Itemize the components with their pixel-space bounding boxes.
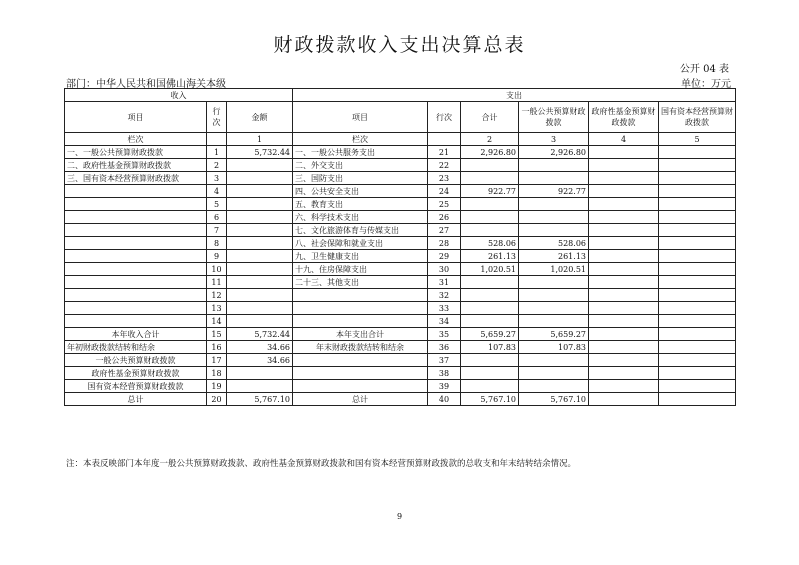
income-row-no-cell: 7 — [207, 224, 227, 237]
income-item-cell — [65, 250, 207, 263]
general-budget-cell — [519, 159, 589, 172]
income-amount-cell — [227, 289, 293, 302]
total-cell — [461, 380, 519, 393]
expense-row-no-cell: 27 — [428, 224, 461, 237]
table-row — [65, 263, 736, 276]
table-row — [65, 211, 736, 224]
expense-row-no-cell: 28 — [428, 237, 461, 250]
total-cell — [461, 302, 519, 315]
gov-fund-cell — [589, 315, 659, 328]
table-row — [65, 289, 736, 302]
income-amount-cell — [227, 159, 293, 172]
income-item-cell — [65, 289, 207, 302]
expense-item-cell: 六、科学技术支出 — [293, 211, 428, 224]
table-row — [65, 341, 736, 354]
income-amount-cell — [227, 380, 293, 393]
department-label: 部门：中华人民共和国佛山海关本级 — [66, 79, 226, 90]
expense-item-cell — [293, 354, 428, 367]
general-budget-cell — [519, 380, 589, 393]
total-cell: 261.13 — [461, 250, 519, 263]
general-budget-cell — [519, 289, 589, 302]
expense-header: 支出 — [293, 89, 736, 102]
table-row — [65, 159, 736, 172]
table-row — [65, 276, 736, 289]
state-capital-cell — [659, 302, 736, 315]
total-cell: 922.77 — [461, 185, 519, 198]
expense-item-cell — [293, 289, 428, 302]
col-index-1: 1 — [227, 133, 293, 146]
income-row-no-cell: 13 — [207, 302, 227, 315]
income-item-cell: 总计 — [65, 393, 207, 406]
gov-fund-cell — [589, 354, 659, 367]
general-budget-cell: 107.83 — [519, 341, 589, 354]
general-budget-cell — [519, 211, 589, 224]
expense-item-cell — [293, 367, 428, 380]
table-row — [65, 146, 736, 159]
gov-fund-cell — [589, 289, 659, 302]
income-item-header: 项目 — [65, 102, 207, 133]
table-row — [65, 224, 736, 237]
income-amount-cell: 5,732.44 — [227, 146, 293, 159]
state-capital-cell — [659, 237, 736, 250]
income-amount-cell — [227, 224, 293, 237]
total-cell: 2,926.80 — [461, 146, 519, 159]
total-cell: 107.83 — [461, 341, 519, 354]
expense-item-cell: 十九、住房保障支出 — [293, 263, 428, 276]
income-row-no-cell: 8 — [207, 237, 227, 250]
income-row-no-cell: 9 — [207, 250, 227, 263]
state-capital-cell — [659, 211, 736, 224]
col-index-4: 4 — [589, 133, 659, 146]
general-budget-cell: 528.06 — [519, 237, 589, 250]
general-budget-cell — [519, 224, 589, 237]
gov-fund-cell — [589, 211, 659, 224]
income-item-cell — [65, 224, 207, 237]
income-item-cell — [65, 302, 207, 315]
expense-item-cell: 二、外交支出 — [293, 159, 428, 172]
gov-fund-cell — [589, 159, 659, 172]
expense-row-no-cell: 37 — [428, 354, 461, 367]
total-cell — [461, 172, 519, 185]
expense-row-no-cell: 29 — [428, 250, 461, 263]
income-item-cell: 本年收入合计 — [65, 328, 207, 341]
table-row — [65, 328, 736, 341]
state-capital-cell — [659, 172, 736, 185]
expense-item-cell: 本年支出合计 — [293, 328, 428, 341]
income-amount-cell — [227, 276, 293, 289]
col-index-3: 3 — [519, 133, 589, 146]
expense-row-no-cell: 21 — [428, 146, 461, 159]
state-capital-cell — [659, 393, 736, 406]
general-budget-cell — [519, 367, 589, 380]
expense-row-no-cell: 34 — [428, 315, 461, 328]
amount-header: 金额 — [227, 102, 293, 133]
col-label-2: 栏次 — [293, 133, 428, 146]
expense-row-no-cell: 35 — [428, 328, 461, 341]
income-item-cell: 政府性基金预算财政拨款 — [65, 367, 207, 380]
income-row-no-header: 行次 — [207, 102, 227, 133]
total-cell: 1,020.51 — [461, 263, 519, 276]
state-capital-cell — [659, 315, 736, 328]
gov-fund-cell — [589, 198, 659, 211]
income-amount-cell — [227, 172, 293, 185]
table-row — [65, 315, 736, 328]
general-budget-cell: 261.13 — [519, 250, 589, 263]
income-amount-cell — [227, 315, 293, 328]
income-item-cell: 一、一般公共预算财政拨款 — [65, 146, 207, 159]
income-item-cell — [65, 237, 207, 250]
gov-fund-cell — [589, 224, 659, 237]
expense-item-cell: 一、一般公共服务支出 — [293, 146, 428, 159]
expense-item-cell: 五、教育支出 — [293, 198, 428, 211]
income-item-cell: 国有资本经营预算财政拨款 — [65, 380, 207, 393]
expense-row-no-cell: 31 — [428, 276, 461, 289]
expense-row-no-cell: 22 — [428, 159, 461, 172]
general-budget-cell: 1,020.51 — [519, 263, 589, 276]
expense-item-cell: 九、卫生健康支出 — [293, 250, 428, 263]
footnote: 注：本表反映部门本年度一般公共预算财政拨款、政府性基金预算财政拨款和国有资本经营预算财政拨款的总收支和年末结转结余情况。 — [66, 459, 577, 469]
income-row-no-cell: 17 — [207, 354, 227, 367]
gov-fund-cell — [589, 172, 659, 185]
expense-row-no-cell: 24 — [428, 185, 461, 198]
expense-row-no-cell: 25 — [428, 198, 461, 211]
expense-row-no-cell: 36 — [428, 341, 461, 354]
general-budget-cell: 2,926.80 — [519, 146, 589, 159]
table-row — [65, 198, 736, 211]
income-row-no-cell: 12 — [207, 289, 227, 302]
gov-fund-cell — [589, 393, 659, 406]
gov-fund-cell — [589, 328, 659, 341]
expense-row-no-cell: 39 — [428, 380, 461, 393]
income-item-cell: 二、政府性基金预算财政拨款 — [65, 159, 207, 172]
income-amount-cell: 34.66 — [227, 341, 293, 354]
expense-item-cell — [293, 315, 428, 328]
general-budget-cell — [519, 172, 589, 185]
gov-fund-cell — [589, 380, 659, 393]
col-index-2: 2 — [461, 133, 519, 146]
table-row — [65, 250, 736, 263]
income-header: 收入 — [65, 89, 293, 102]
gov-fund-header: 政府性基金预算财政拨款 — [589, 102, 659, 133]
expense-row-no-header: 行次 — [428, 102, 461, 133]
general-budget-cell — [519, 354, 589, 367]
total-cell — [461, 367, 519, 380]
col-label: 栏次 — [65, 133, 207, 146]
income-amount-cell — [227, 198, 293, 211]
income-item-cell: 年初财政拨款结转和结余 — [65, 341, 207, 354]
income-item-cell — [65, 198, 207, 211]
income-item-cell — [65, 315, 207, 328]
expense-row-no-cell: 33 — [428, 302, 461, 315]
state-capital-header: 国有资本经营预算财政拨款 — [659, 102, 736, 133]
column-index-row — [65, 133, 736, 146]
gov-fund-cell — [589, 367, 659, 380]
income-row-no-cell: 6 — [207, 211, 227, 224]
general-budget-header: 一般公共预算财政拨款 — [519, 102, 589, 133]
state-capital-cell — [659, 367, 736, 380]
income-row-no-cell: 5 — [207, 198, 227, 211]
total-cell: 5,767.10 — [461, 393, 519, 406]
state-capital-cell — [659, 146, 736, 159]
gov-fund-cell — [589, 146, 659, 159]
income-row-no-cell: 16 — [207, 341, 227, 354]
gov-fund-cell — [589, 250, 659, 263]
general-budget-cell: 5,767.10 — [519, 393, 589, 406]
income-row-no-cell: 2 — [207, 159, 227, 172]
table-row — [65, 354, 736, 367]
state-capital-cell — [659, 263, 736, 276]
income-amount-cell: 5,767.10 — [227, 393, 293, 406]
general-budget-cell — [519, 302, 589, 315]
table-row — [65, 172, 736, 185]
expense-item-cell — [293, 302, 428, 315]
table-row — [65, 393, 736, 406]
col-index-5: 5 — [659, 133, 736, 146]
income-item-cell — [65, 276, 207, 289]
total-cell: 528.06 — [461, 237, 519, 250]
page-number: 9 — [396, 512, 403, 521]
expense-item-cell: 八、社会保障和就业支出 — [293, 237, 428, 250]
income-row-no-cell: 15 — [207, 328, 227, 341]
expense-item-cell: 四、公共安全支出 — [293, 185, 428, 198]
gov-fund-cell — [589, 185, 659, 198]
general-budget-cell — [519, 198, 589, 211]
table-row — [65, 302, 736, 315]
state-capital-cell — [659, 328, 736, 341]
total-cell — [461, 354, 519, 367]
header-row-2 — [65, 102, 736, 133]
expense-row-no-cell: 32 — [428, 289, 461, 302]
unit-label: 单位：万元 — [681, 79, 731, 90]
income-row-no-cell: 20 — [207, 393, 227, 406]
state-capital-cell — [659, 250, 736, 263]
state-capital-cell — [659, 289, 736, 302]
income-amount-cell — [227, 302, 293, 315]
state-capital-cell — [659, 159, 736, 172]
header-row-1 — [65, 89, 736, 102]
expense-item-cell: 七、文化旅游体育与传媒支出 — [293, 224, 428, 237]
general-budget-cell: 5,659.27 — [519, 328, 589, 341]
table-row — [65, 237, 736, 250]
general-budget-cell — [519, 276, 589, 289]
expense-item-header: 项目 — [293, 102, 428, 133]
expense-item-cell: 二十三、其他支出 — [293, 276, 428, 289]
income-item-cell: 一般公共预算财政拨款 — [65, 354, 207, 367]
state-capital-cell — [659, 198, 736, 211]
total-cell — [461, 211, 519, 224]
income-row-no-cell: 14 — [207, 315, 227, 328]
expense-item-cell: 总计 — [293, 393, 428, 406]
expense-item-cell: 年末财政拨款结转和结余 — [293, 341, 428, 354]
expense-row-no-cell: 38 — [428, 367, 461, 380]
income-amount-cell — [227, 185, 293, 198]
table-row — [65, 380, 736, 393]
table-row — [65, 185, 736, 198]
income-row-no-cell: 10 — [207, 263, 227, 276]
total-cell — [461, 289, 519, 302]
total-cell — [461, 224, 519, 237]
income-row-no-cell: 18 — [207, 367, 227, 380]
state-capital-cell — [659, 276, 736, 289]
general-budget-cell: 922.77 — [519, 185, 589, 198]
form-number: 公开 04 表 — [679, 64, 729, 75]
income-row-no-cell: 1 — [207, 146, 227, 159]
income-amount-cell: 5,732.44 — [227, 328, 293, 341]
gov-fund-cell — [589, 302, 659, 315]
income-amount-cell — [227, 263, 293, 276]
income-item-cell — [65, 211, 207, 224]
income-row-no-cell: 3 — [207, 172, 227, 185]
gov-fund-cell — [589, 263, 659, 276]
income-amount-cell: 34.66 — [227, 354, 293, 367]
income-amount-cell — [227, 211, 293, 224]
state-capital-cell — [659, 185, 736, 198]
total-header: 合计 — [461, 102, 519, 133]
expense-row-no-cell: 30 — [428, 263, 461, 276]
total-cell — [461, 315, 519, 328]
expense-row-no-cell: 23 — [428, 172, 461, 185]
expense-item-cell: 三、国防支出 — [293, 172, 428, 185]
income-item-cell — [65, 185, 207, 198]
income-amount-cell — [227, 367, 293, 380]
gov-fund-cell — [589, 237, 659, 250]
expense-item-cell — [293, 380, 428, 393]
expense-row-no-cell: 26 — [428, 211, 461, 224]
income-amount-cell — [227, 250, 293, 263]
total-cell — [461, 276, 519, 289]
income-row-no-cell: 19 — [207, 380, 227, 393]
income-item-cell: 三、国有资本经营预算财政拨款 — [65, 172, 207, 185]
expense-row-no-cell: 40 — [428, 393, 461, 406]
gov-fund-cell — [589, 276, 659, 289]
document-title: 财政拨款收入支出决算总表 — [273, 34, 526, 56]
state-capital-cell — [659, 354, 736, 367]
general-budget-cell — [519, 315, 589, 328]
total-cell — [461, 159, 519, 172]
state-capital-cell — [659, 224, 736, 237]
income-amount-cell — [227, 237, 293, 250]
state-capital-cell — [659, 341, 736, 354]
income-row-no-cell: 11 — [207, 276, 227, 289]
state-capital-cell — [659, 380, 736, 393]
budget-table — [64, 88, 736, 406]
gov-fund-cell — [589, 341, 659, 354]
income-item-cell — [65, 263, 207, 276]
income-row-no-cell: 4 — [207, 185, 227, 198]
table-row — [65, 367, 736, 380]
total-cell: 5,659.27 — [461, 328, 519, 341]
total-cell — [461, 198, 519, 211]
